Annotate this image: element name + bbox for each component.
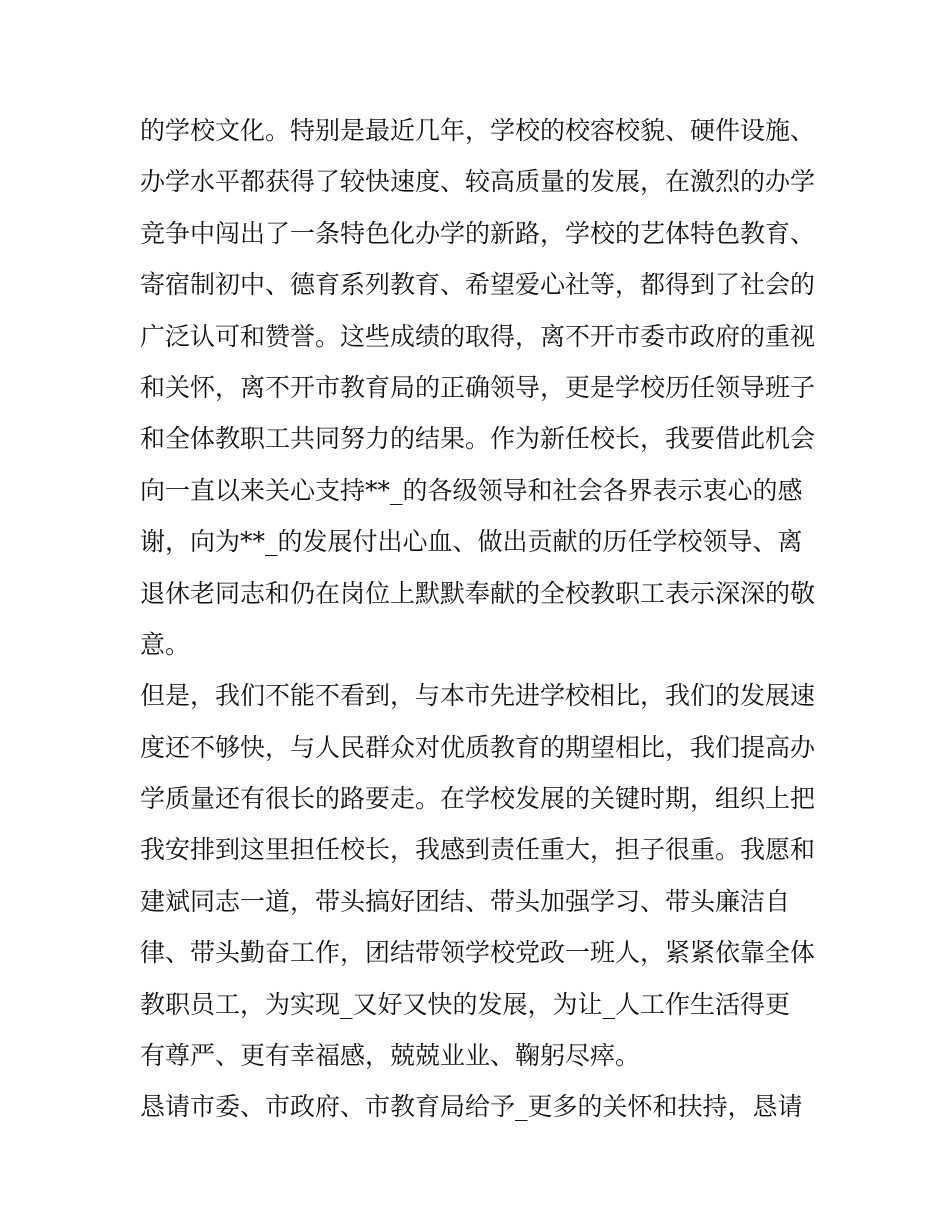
text-line: 退休老同志和仍在岗位上默默奉献的全校教职工表示深深的敬 (140, 578, 816, 608)
text-line: 谢，向为**_的发展付出心血、做出贡献的历任学校领导、离 (140, 527, 803, 557)
text-line: 广泛认可和赞誉。这些成绩的取得，离不开市委市政府的重视 (140, 321, 816, 351)
text-line: 和全体教职工共同努力的结果。作为新任校长，我要借此机会 (140, 424, 816, 454)
text-line: 有尊严、更有幸福感，兢兢业业、鞠躬尽瘁。 (140, 1041, 641, 1071)
text-line: 我安排到这里担任校长，我感到责任重大，担子很重。我愿和 (140, 835, 816, 865)
text-line: 意。 (140, 629, 191, 659)
text-line: 建斌同志一道，带头搞好团结、带头加强学习、带头廉洁自 (140, 886, 791, 916)
text-line: 办学水平都获得了较快速度、较高质量的发展，在激烈的办学 (140, 167, 816, 197)
text-line: 度还不够快，与人民群众对优质教育的期望相比，我们提高办 (140, 732, 816, 762)
text-line: 学质量还有很长的路要走。在学校发展的关键时期，组织上把 (140, 784, 816, 814)
text-line: 竞争中闯出了一条特色化办学的新路，学校的艺体特色教育、 (140, 218, 816, 248)
text-line: 但是，我们不能不看到，与本市先进学校相比，我们的发展速 (140, 681, 816, 711)
text-line: 的学校文化。特别是最近几年，学校的校容校貌、硬件设施、 (140, 116, 816, 145)
document-body (140, 105, 820, 1133)
text-line: 恳请市委、市政府、市教育局给予_更多的关怀和扶持，恳请 (140, 1092, 803, 1122)
text-line: 向一直以来关心支持**_的各级领导和社会各界表示衷心的感 (140, 475, 803, 505)
text-line: 教职员工，为实现_又好又快的发展，为让_人工作生活得更 (140, 989, 791, 1019)
text-line: 律、带头勤奋工作，团结带领学校党政一班人，紧紧依靠全体 (140, 938, 816, 968)
text-line: 寄宿制初中、德育系列教育、希望爱心社等，都得到了社会的 (140, 270, 816, 300)
text-line: 和关怀，离不开市教育局的正确领导，更是学校历任领导班子 (140, 372, 816, 402)
